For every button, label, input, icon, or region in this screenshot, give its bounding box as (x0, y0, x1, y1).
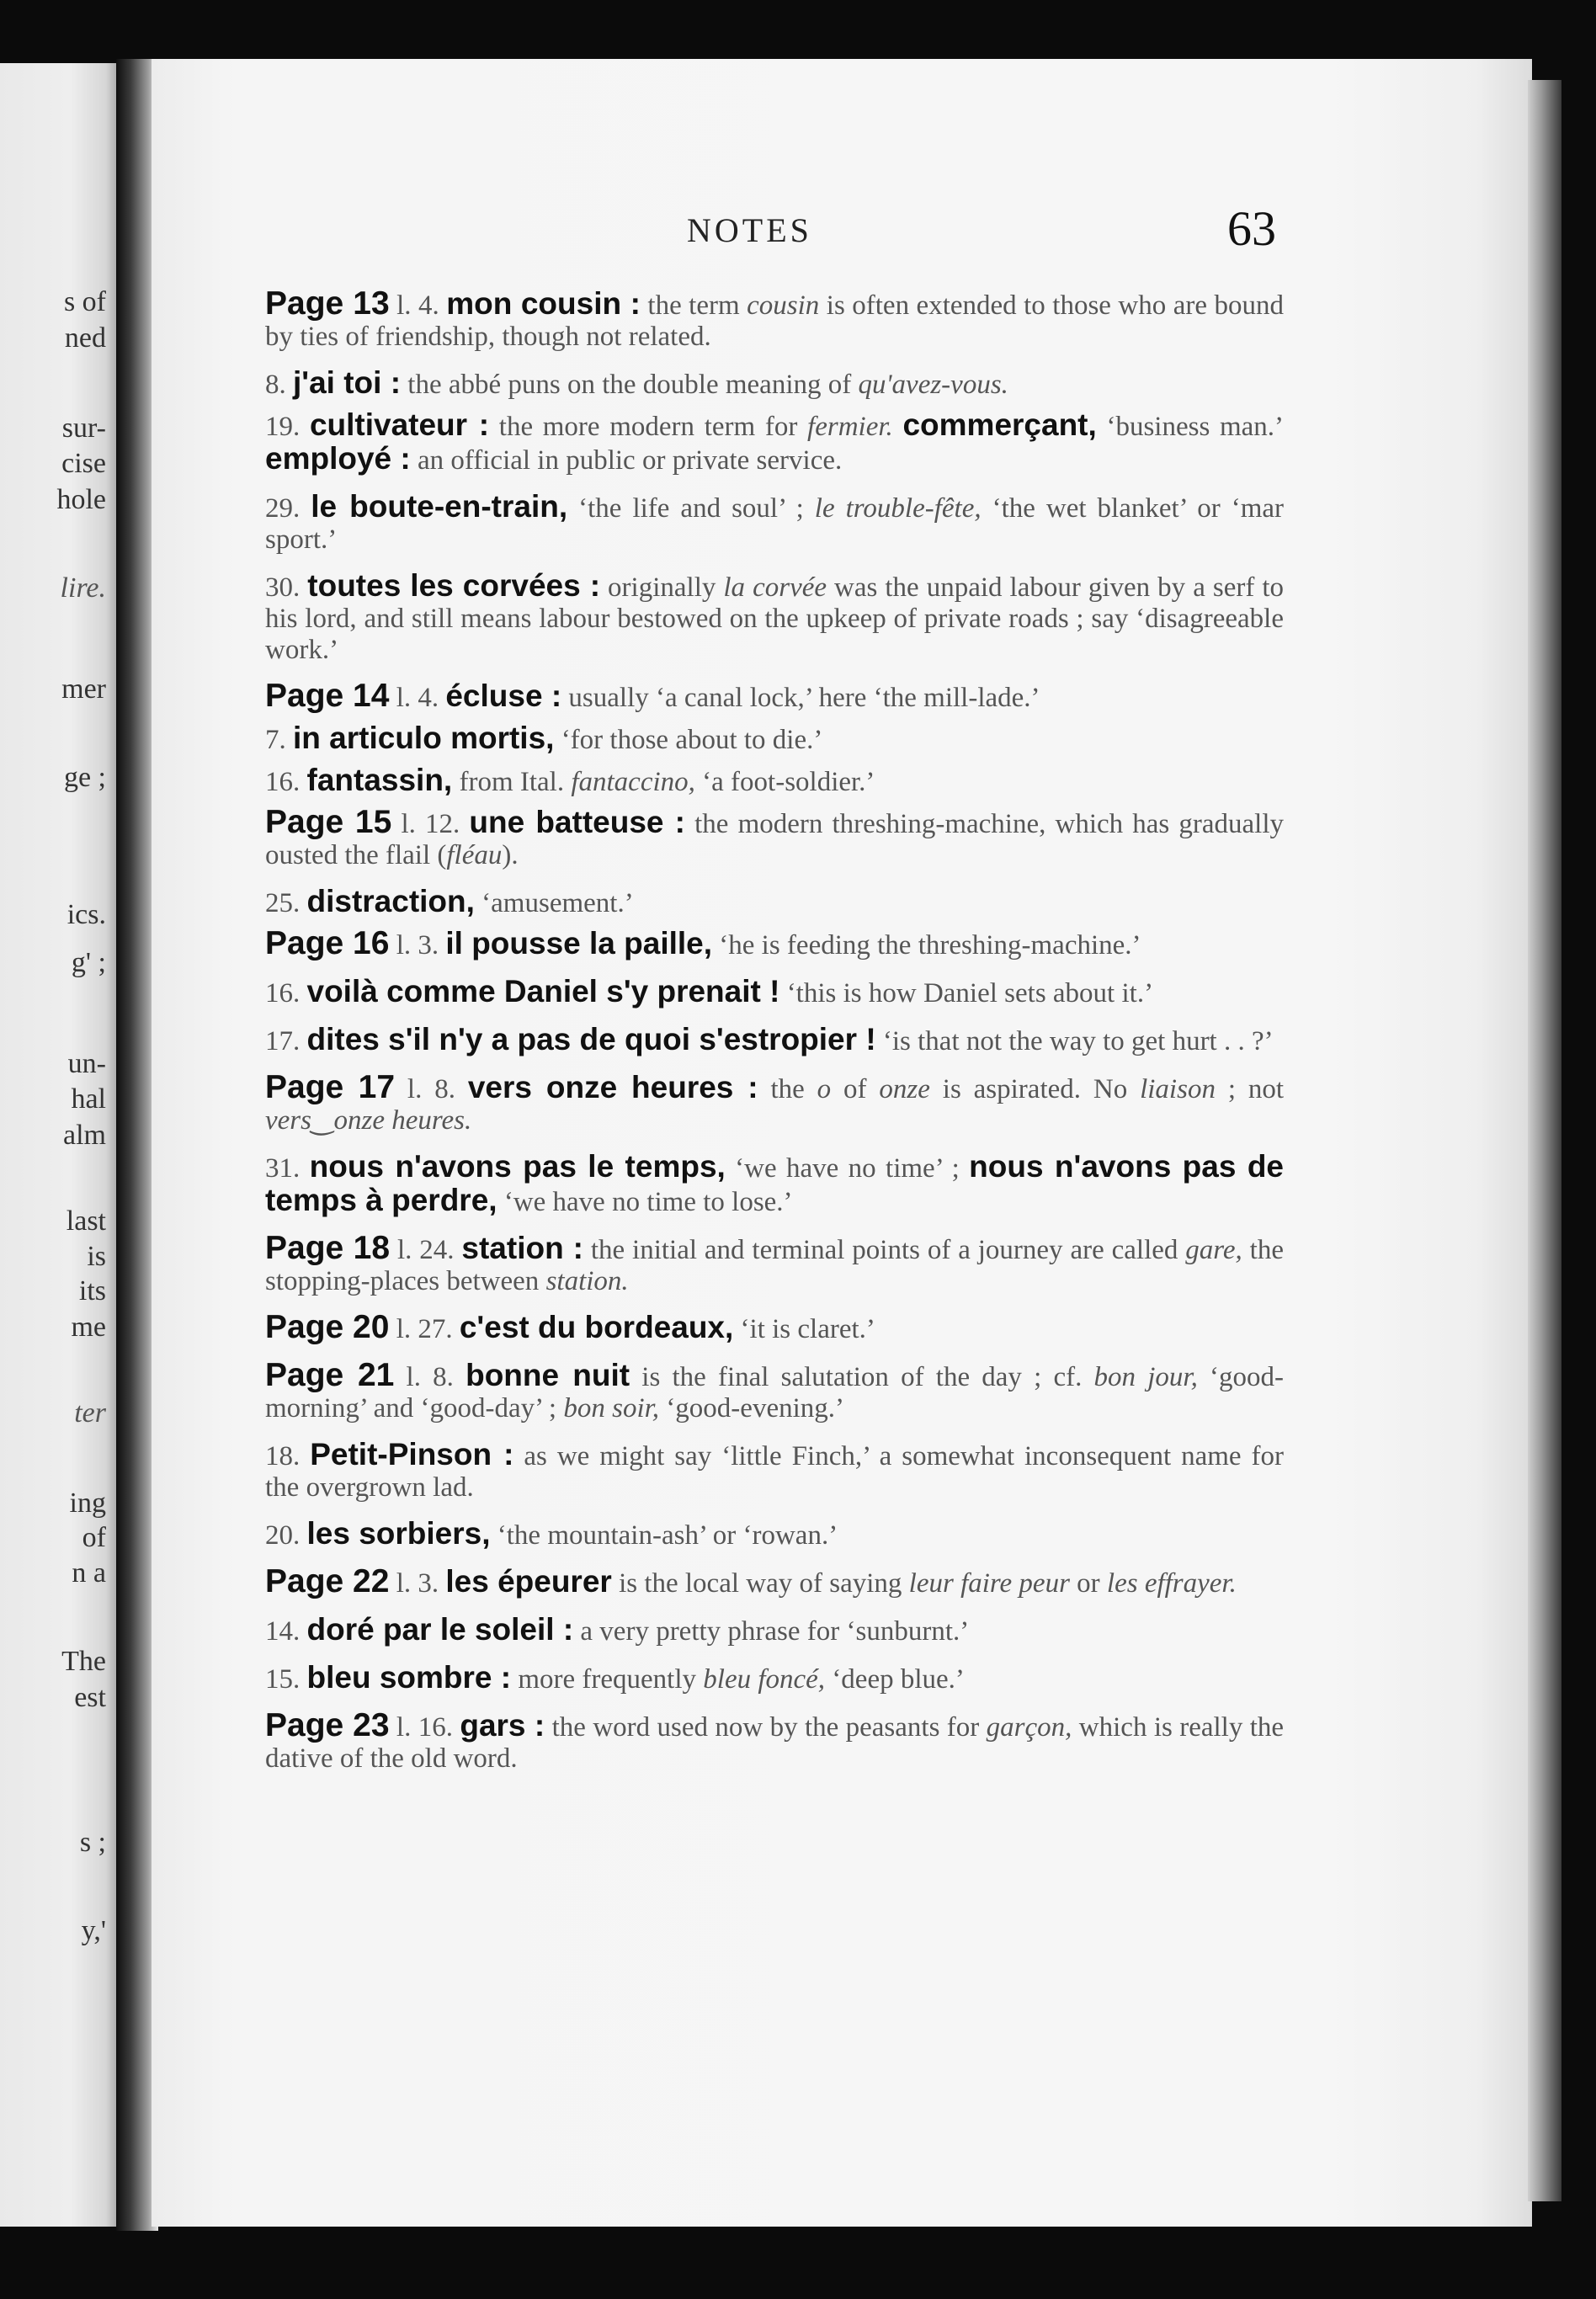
left-page-line: s of (63, 286, 106, 317)
headword: une batteuse : (469, 805, 685, 839)
line-ref: l. 8. (395, 1074, 468, 1104)
left-page-line: me (71, 1312, 106, 1343)
gloss-text: a very pretty phrase for ‘sunburnt.’ (573, 1616, 970, 1647)
line-ref: l. 3. (389, 1568, 446, 1599)
line-ref: 29. (265, 493, 311, 524)
left-page-line: un- (67, 1048, 106, 1079)
left-page-line: cise (61, 448, 106, 479)
italic-text: vers‿onze heures. (265, 1105, 472, 1136)
gloss-text: ; not (1215, 1074, 1285, 1104)
italic-text: fléau (446, 840, 503, 870)
left-page-line: hal (71, 1083, 106, 1115)
line-ref: l. 3. (389, 930, 446, 961)
line-ref: 25. (265, 888, 307, 918)
italic-text: bleu foncé, (703, 1664, 826, 1695)
note-entry (265, 1439, 1284, 1503)
gloss-text: ‘the mountain-ash’ or ‘rowan.’ (490, 1520, 838, 1551)
gloss-text: the word used now by the peasants for (545, 1712, 987, 1743)
gloss-text: more frequently (511, 1664, 704, 1695)
line-ref: 16. (265, 767, 307, 797)
italic-text: bon soir, (563, 1393, 660, 1424)
left-page-line: sur- (61, 412, 106, 444)
gloss-text: is the local way of saying (611, 1568, 909, 1599)
line-ref: 17. (265, 1026, 307, 1056)
note-entry (265, 976, 1284, 1009)
headword: vers onze heures : (467, 1070, 758, 1104)
gloss-text: ‘we have no time to lose.’ (497, 1187, 793, 1217)
note-entry (265, 1518, 1284, 1551)
note-entry (265, 680, 1284, 714)
headword: bonne nuit (466, 1358, 630, 1392)
italic-text: fermier. (807, 412, 893, 442)
gloss-text: the abbé puns on the double meaning of (401, 370, 859, 400)
note-entry (265, 285, 1284, 353)
gloss-text: ‘he is feeding the threshing-machine.’ (712, 930, 1141, 961)
gloss-text: ‘it is claret.’ (733, 1314, 875, 1344)
gloss-text: the initial and terminal points of a journey are called (583, 1235, 1186, 1265)
italic-text: les effrayer. (1106, 1568, 1237, 1599)
note-entry (265, 1357, 1284, 1424)
left-page-line: lire. (60, 572, 106, 604)
notes-list (265, 285, 1285, 1789)
italic-text: garçon, (986, 1712, 1072, 1743)
gloss-text: the stopping-places between (265, 1235, 1284, 1296)
headword: il pousse la paille, (445, 926, 713, 961)
left-page-line: ned (64, 322, 106, 354)
line-ref: l. 24. (390, 1235, 462, 1265)
left-page-line: ter (74, 1397, 106, 1429)
headword: employé : (265, 441, 411, 476)
line-ref: 31. (265, 1153, 310, 1184)
gloss-text: usually ‘a canal lock,’ here ‘the mill-lade.’ (561, 683, 1040, 713)
headword: voilà comme Daniel s'y prenait ! (306, 974, 780, 1008)
italic-text: o (817, 1074, 832, 1104)
gloss-text: as we might say ‘little Finch,’ a somewhat inconsequent name for the overgrown lad. (265, 1441, 1285, 1503)
note-entry (265, 1614, 1284, 1647)
gloss-text: ‘amusement.’ (474, 888, 634, 918)
gloss-text: the (758, 1074, 817, 1104)
italic-text: fantaccino, (571, 767, 695, 797)
page-ref: Page 17 (265, 1069, 396, 1105)
left-page-line: est (74, 1682, 106, 1713)
gloss-text: of (831, 1074, 880, 1104)
line-ref: l. 27. (389, 1314, 460, 1344)
gloss-text: ‘good-evening.’ (659, 1393, 844, 1424)
headword: dites s'il n'y a pas de quoi s'estropier ! (306, 1022, 876, 1056)
headword: bleu sombre : (306, 1660, 512, 1695)
headword: in articulo mortis, (293, 721, 555, 755)
gloss-text: was the unpaid labour given by a serf to his lord, and still means labour bestowed on the upkeep of private roads ; say ‘disagreeable work.’ (265, 572, 1285, 665)
gloss-text (893, 412, 903, 442)
gloss-text: ). (502, 840, 519, 870)
left-page-line: y,' (81, 1915, 106, 1946)
line-ref: l. 4. (389, 683, 446, 713)
gloss-text: ‘is that not the way to get hurt . . ?’ (875, 1026, 1274, 1056)
gloss-text: ‘good-morning’ and ‘good-day’ ; (265, 1362, 1284, 1424)
note-entry (265, 570, 1284, 666)
note-entry (265, 886, 1284, 919)
gloss-text: ‘for those about to die.’ (554, 725, 823, 755)
headword: nous n'avons pas le temps, (309, 1149, 726, 1184)
headword: les épeurer (445, 1564, 612, 1599)
gloss-text: which is really the dative of the old word. (265, 1712, 1285, 1774)
page-ref: Page 18 (265, 1230, 391, 1266)
left-page-line: ics. (66, 899, 106, 930)
gloss-text: ‘this is how Daniel sets about it.’ (779, 978, 1154, 1008)
gloss-text: is the final salutation of the day ; cf. (630, 1362, 1094, 1392)
line-ref: 8. (265, 370, 293, 400)
gloss-text: the term (640, 290, 747, 321)
left-page-line: its (78, 1275, 106, 1306)
line-ref: 19. (265, 412, 310, 442)
line-ref: 7. (265, 725, 293, 755)
gloss-text: originally (600, 572, 724, 603)
page-ref: Page 16 (265, 925, 390, 961)
gloss-text: ‘business man.’ (1096, 412, 1285, 442)
gloss-text: is often extended to those who are bound by ties of friendship, though not related. (265, 290, 1284, 352)
italic-text: station. (545, 1266, 629, 1296)
page-ref: Page 23 (265, 1707, 390, 1743)
note-entry (265, 409, 1284, 476)
note-entry (265, 1024, 1284, 1057)
line-ref: 16. (265, 978, 307, 1008)
note-entry (265, 367, 1284, 401)
headword: le boute-en-train, (311, 489, 568, 524)
headword: mon cousin : (446, 286, 641, 321)
headword: Petit-Pinson : (310, 1437, 514, 1471)
page-ref: Page 20 (265, 1309, 390, 1345)
line-ref: l. 8. (394, 1362, 466, 1392)
gloss-text: the modern threshing-machine, which has gradually ousted the flail ( (265, 809, 1285, 870)
line-ref: 20. (265, 1520, 307, 1551)
page-ref: Page 21 (265, 1357, 395, 1393)
note-entry (265, 764, 1284, 798)
page-ref: Page 13 (265, 285, 390, 322)
note-entry (265, 722, 1284, 756)
headword: fantassin, (306, 763, 453, 797)
left-page-line: g' ; (71, 947, 106, 978)
note-entry (265, 1309, 1284, 1345)
gloss-text: is aspirated. No (929, 1074, 1141, 1104)
left-page-line: s ; (79, 1827, 106, 1858)
headword: commerçant, (902, 407, 1097, 442)
note-entry (265, 491, 1284, 556)
note-entry (265, 1069, 1285, 1136)
italic-text: le trouble-fête, (814, 493, 982, 524)
page-ref: Page 15 (265, 804, 392, 840)
italic-text: bon jour, (1093, 1362, 1198, 1392)
gloss-text: ‘a foot-soldier.’ (694, 767, 875, 797)
line-ref: l. 4. (389, 290, 447, 321)
note-entry (265, 1151, 1284, 1218)
note-entry (265, 806, 1284, 871)
left-page-line: last (66, 1205, 106, 1237)
left-page-line: alm (63, 1120, 106, 1151)
gloss-text: ‘deep blue.’ (825, 1664, 965, 1695)
headword: nous n'avons pas de temps à perdre, (265, 1149, 1285, 1217)
line-ref: l. 16. (389, 1712, 460, 1743)
italic-text: onze (879, 1074, 930, 1104)
gloss-text: the more modern term for (489, 412, 808, 442)
italic-text: leur faire peur (908, 1568, 1070, 1599)
headword: écluse : (445, 679, 562, 713)
page-edge-shadow (1528, 80, 1561, 2201)
headword: toutes les corvées : (307, 568, 601, 603)
gloss-text: from Ital. (452, 767, 572, 797)
headword: gars : (460, 1708, 545, 1743)
headword: c'est du bordeaux, (459, 1310, 734, 1344)
left-page-line: ing (69, 1487, 106, 1519)
page-ref: Page 22 (265, 1563, 390, 1599)
headword: station : (461, 1231, 583, 1265)
gloss-text: or (1069, 1568, 1107, 1599)
note-entry (265, 1232, 1284, 1297)
left-page-line: of (82, 1522, 106, 1553)
left-page-line: is (87, 1241, 106, 1272)
page-ref: Page 14 (265, 678, 390, 714)
italic-text: la corvée (723, 572, 827, 603)
left-page-line: n a (72, 1557, 106, 1589)
left-page-line: mer (61, 673, 106, 705)
headword: cultivateur : (309, 407, 490, 442)
gloss-text: ‘the life and soul’ ; (567, 493, 815, 524)
page-number: 63 (1227, 201, 1276, 256)
headword: distraction, (306, 884, 475, 918)
running-head: NOTES (687, 211, 812, 249)
previous-page-fragment (0, 63, 118, 2227)
italic-text: gare, (1185, 1235, 1242, 1265)
italic-text: liaison (1140, 1074, 1216, 1104)
headword: doré par le soleil : (306, 1612, 574, 1647)
line-ref: 30. (265, 572, 308, 603)
line-ref: 15. (265, 1664, 307, 1695)
gloss-text: ‘the wet blanket’ or ‘mar sport.’ (265, 493, 1285, 555)
gloss-text: an official in public or private service. (410, 445, 843, 476)
note-entry (265, 1563, 1284, 1599)
note-entry (265, 1707, 1285, 1775)
headword: les sorbiers, (306, 1516, 491, 1551)
gloss-text: ‘we have no time’ ; (725, 1153, 970, 1184)
left-page-line: The (61, 1646, 106, 1677)
left-page-line: hole (56, 484, 106, 515)
note-entry (265, 1662, 1284, 1695)
note-entry (265, 925, 1284, 961)
left-page-line: ge ; (63, 762, 106, 793)
line-ref: l. 12. (391, 809, 470, 839)
italic-text: qu'avez-vous. (858, 370, 1008, 400)
line-ref: 18. (265, 1441, 311, 1471)
line-ref: 14. (265, 1616, 307, 1647)
italic-text: cousin (747, 290, 820, 321)
headword: j'ai toi : (293, 365, 402, 400)
